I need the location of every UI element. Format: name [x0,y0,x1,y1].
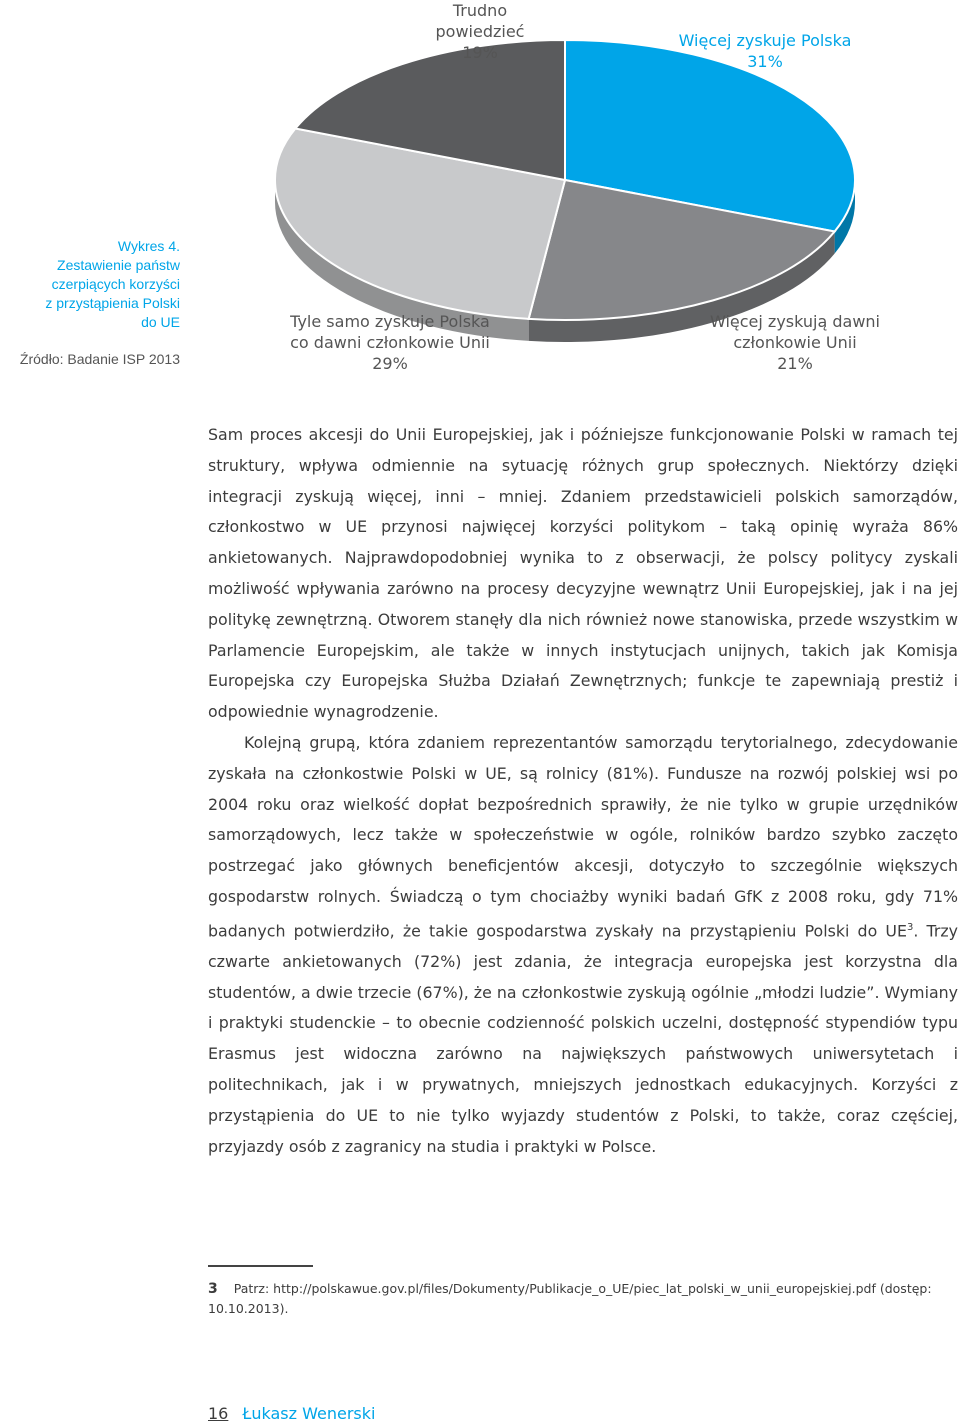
paragraph-text: Trzy czwarte ankietowanych (72%) jest zdania, że integracja europejska jest korzystna dla studentów, a dwie trzecie (67%), że na członkostwie zyskują ogólnie „młodzi ludzie”. Wymiany i praktyki studenckie – to obecnie codzienność polskich uczelni, dostępność stypendiów typu Erasmus jest widoczna zarówno na największych państwowych uniwersytetach i politechnikach, jak i w prywatnych, mniejszych jednostkach edukacyjnych. Korzyści z przystąpienia do UE to nie tylko wyjazdy studentów z Polski, to także, coraz częściej, przyjazdy osób z zagranicy na studia i praktyki w Polsce. [208,921,959,1156]
figure-source: Źródło: Badanie ISP 2013 [19,351,180,367]
slice-label-text: co dawni członkowie Unii [290,333,490,352]
slice-label-text: Tyle samo zyskuje Polska [290,312,490,331]
page-number: 16 [208,1404,229,1423]
slice-value: 19% [462,43,498,62]
article-body [208,420,958,1162]
figure-title-line: do UE [141,314,180,330]
paragraph-text: Kolejną grupą, która zdaniem reprezentantów samorządu terytorialnego, zdecydowanie zyskała na członkostwie Polski w UE, są rolnicy (81%). Fundusze na rozwój polskiej wsi po 2004 roku oraz wielkość dopłat bezpośrednich sprawiły, że nie tylko w grupie urzędników samorządowych, lecz także w społeczeństwie w ogóle, rolników bardzo szybko zaczęto postrzegać jako głównych beneficjentów akcesji, dotyczyło to szczególnie większych gospodarstw rolnych. Świadczą o tym chociażby wyniki badań GfK z 2008 roku, gdy 71% badanych potwierdziło, że takie gospodarstwa zyskały na przystąpieniu Polski do UE [208,732,958,941]
slice-label-text: powiedzieć [435,22,525,41]
slice-value: 31% [747,52,783,71]
footnote-text: Patrz: http://polskawue.gov.pl/files/Dokumenty/Publikacje_o_UE/piec_lat_polski_w_unii_europejskiej.pdf (dostęp: 10.10.2013). [208,1281,932,1316]
slice-label-text: Więcej zyskują dawni [709,312,880,331]
figure-title-line: Zestawienie państw [57,257,180,273]
footnote-number: 3 [208,1281,218,1297]
slice-label-text: Trudno [452,1,508,20]
figure-title-line: czerpiących korzyści [51,276,180,292]
slice-label-equal-gains [250,311,530,374]
figure-number: Wykres 4. [117,238,180,254]
pie-tops [275,40,855,320]
figure-title-line: z przystąpienia Polski [45,295,180,311]
slice-label-old-members-gain [670,311,920,374]
article-paragraph: Kolejną grupą, która zdaniem reprezentantów samorządu terytorialnego, zdecydowanie zyskała na członkostwie Polski w UE, są rolnicy (81%). Fundusze na rozwój polskiej wsi po 2004 roku oraz wielkość dopłat bezpośrednich sprawiły, że nie tylko w grupie urzędników samorządowych, lecz także w społeczeństwie w ogóle, rolników bardzo szybko zaczęto postrzegać jako głównych beneficjentów akcesji, dotyczyło to szczególnie większych gospodarstw rolnych. Świadczą o tym chociażby wyniki badań GfK z 2008 roku, gdy 71% badanych potwierdziło, że takie gospodarstwa zyskały na przystąpieniu Polski do $UE^3$. Trzy czwarte ankietowanych (72%) jest zdania, że integracja europejska jest korzystna dla studentów, a dwie trzecie (67%), że na członkostwie zyskują ogólnie „młodzi ludzie”. Wymiany i praktyki studenckie – to obecnie codzienność polskich uczelni, dostępność stypendiów typu Erasmus jest widoczna zarówno na największych państwowych uniwersytetach i politechnikach, jak i w prywatnych, mniejszych jednostkach edukacyjnych. Korzyści z przystąpienia do UE to nie tylko wyjazdy studentów z Polski, to także, coraz częściej, przyjazdy osób z zagranicy na studia i praktyki w Polsce. [208,732,959,1156]
slice-label-text: członkowie Unii [733,333,857,352]
footnote-reference: 3 [906,921,914,933]
footnote [208,1279,958,1318]
slice-value: 29% [372,354,408,373]
slice-label-poland-gains [650,30,880,72]
slice-label-text: Więcej zyskuje Polska [678,31,852,50]
slice-value: 21% [777,354,813,373]
author-name: Łukasz Wenerski [242,1404,376,1423]
footnote-divider [208,1265,313,1267]
slice-label-hard-to-say [400,0,560,63]
page-footer [208,1404,375,1423]
article-paragraph: Sam proces akcesji do Unii Europejskiej, jak i późniejsze funkcjonowanie Polski w ramach tej struktury, wpływa odmiennie na sytuację różnych grup społecznych. Niektórzy dzięki integracji zyskują więcej, inni – mniej. Zdaniem przedstawicieli polskich samorządów, członkostwo w UE przynosi najwięcej korzyści politykom – taką opinię wyraża 86% ankietowanych. Najprawdopodobniej wynika to z obserwacji, że polscy politycy zyskali możliwość wpływania zarówno na procesy decyzyjne wewnątrz Unii Europejskiej, jak i na jej politykę zewnętrzną. Otworem stanęły dla nich również nowe stanowiska, przede wszystkim w Parlamencie Europejskim, ale także w innych instytucjach unijnych, takich jak Komisja Europejska czy Europejska Służba Działań Zewnętrznych; funkcje te zapewniają prestiż i odpowiednie wynagrodzenie. [208,425,958,722]
